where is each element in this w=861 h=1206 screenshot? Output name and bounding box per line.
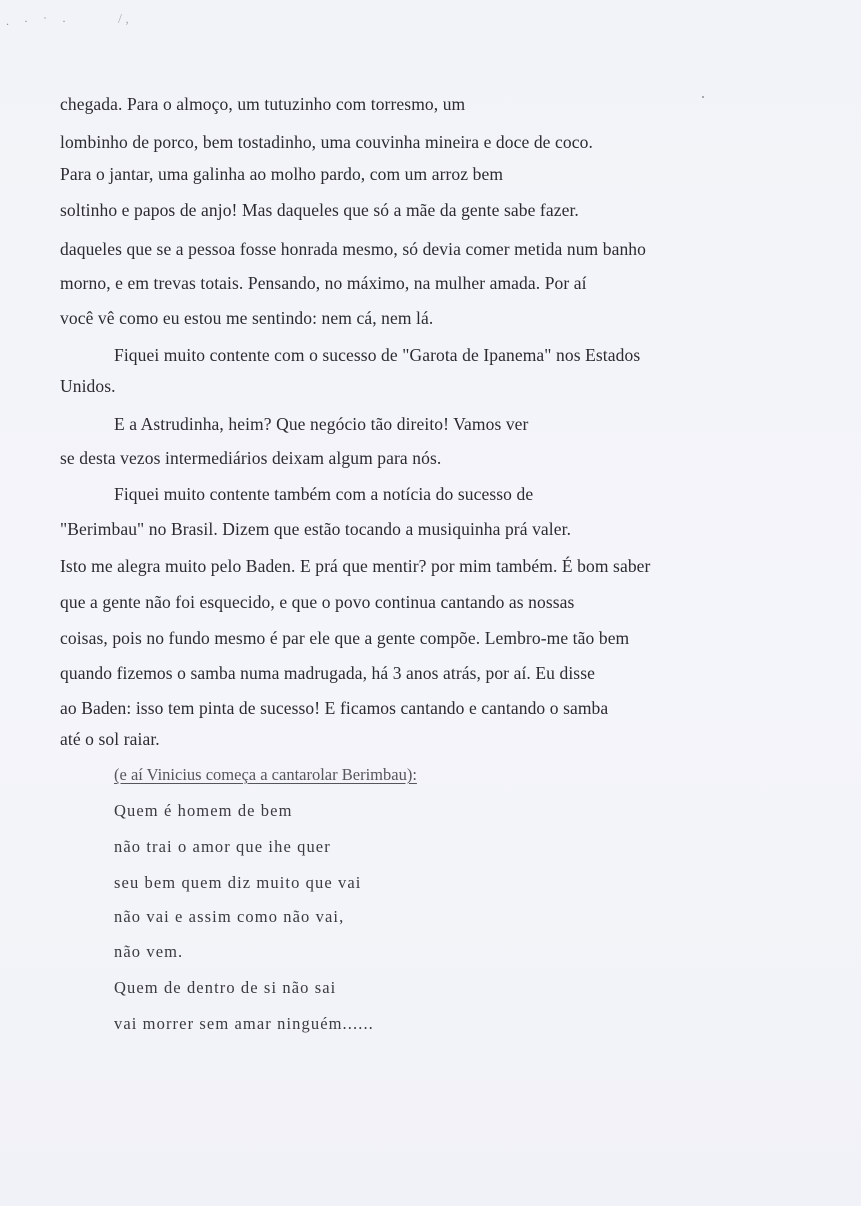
text-line: que a gente não foi esquecido, e que o povo continua cantando as nossas: [60, 592, 575, 612]
song-line: vai morrer sem amar ninguém......: [114, 1014, 374, 1033]
paper-speck: / ,: [118, 12, 129, 27]
text-line: lombinho de porco, bem tostadinho, uma couvinha mineira e doce de coco.: [60, 132, 593, 152]
paper-specks: . · ˙ ·: [6, 14, 72, 28]
text-line: Unidos.: [60, 376, 116, 396]
text-line: Fiquei muito contente também com a notícia do sucesso de: [114, 484, 534, 504]
song-line: não vem.: [114, 942, 184, 961]
text-line: Para o jantar, uma galinha ao molho pardo, com um arroz bem: [60, 164, 504, 184]
text-line: daqueles que se a pessoa fosse honrada mesmo, só devia comer metida num banho: [60, 239, 647, 259]
text-line: morno, e em trevas totais. Pensando, no máximo, na mulher amada. Por aí: [60, 273, 587, 293]
song-line: não vai e assim como não vai,: [114, 907, 345, 926]
song-line: Quem é homem de bem: [114, 801, 293, 820]
text-line: ao Baden: isso tem pinta de sucesso! E ficamos cantando e cantando o samba: [60, 698, 609, 718]
song-line: seu bem quem diz muito que vai: [114, 873, 362, 892]
stage-direction: (e aí Vinicius começa a cantarolar Berimbau):: [114, 765, 417, 784]
text-line: até o sol raiar.: [60, 729, 160, 749]
text-line: Fiquei muito contente com o sucesso de "Garota de Ipanema" nos Estados: [114, 345, 641, 365]
text-line: E a Astrudinha, heim? Que negócio tão direito! Vamos ver: [114, 414, 529, 434]
text-line: você vê como eu estou me sentindo: nem cá, nem lá.: [60, 308, 434, 328]
song-line: Quem de dentro de si não sai: [114, 978, 337, 997]
text-line: soltinho e papos de anjo! Mas daqueles que só a mãe da gente sabe fazer.: [60, 200, 579, 220]
song-line: não trai o amor que ihe quer: [114, 837, 331, 856]
text-line: se desta vezos intermediários deixam algum para nós.: [60, 448, 442, 468]
text-line: chegada. Para o almoço, um tutuzinho com torresmo, um: [60, 94, 466, 114]
text-line: "Berimbau" no Brasil. Dizem que estão tocando a musiquinha prá valer.: [60, 519, 572, 539]
text-line: coisas, pois no fundo mesmo é par ele que a gente compõe. Lembro-me tão bem: [60, 628, 630, 648]
text-line: Isto me alegra muito pelo Baden. E prá que mentir? por mim também. É bom saber: [60, 556, 651, 576]
paper-dot: [702, 96, 704, 98]
text-line: quando fizemos o samba numa madrugada, há 3 anos atrás, por aí. Eu disse: [60, 663, 595, 683]
